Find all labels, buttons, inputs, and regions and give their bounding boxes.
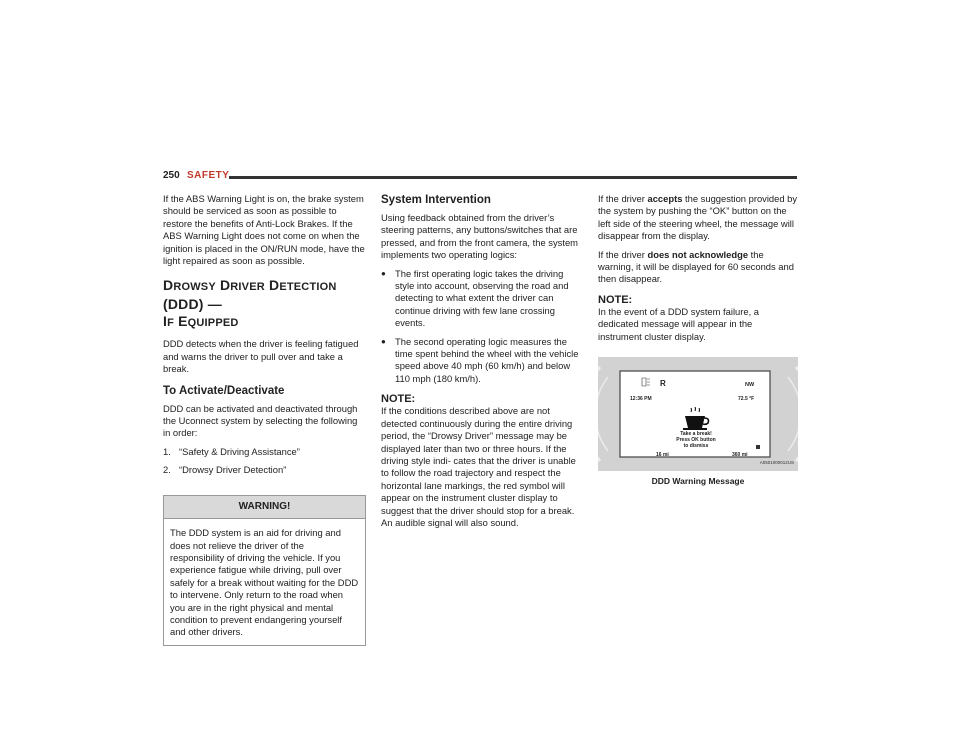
steps-list [163, 446, 366, 477]
note-heading: NOTE: [381, 393, 416, 406]
list-item: ● The second operating logic measures the time spent behind the wheel with the vehicle speed above 40 mph (60 km/h) and below 110 mph (180 km/h). [381, 335, 579, 384]
page-number: 250 [163, 170, 180, 181]
bullet-icon: ● [381, 268, 386, 278]
activate-heading: To Activate/Deactivate [163, 384, 285, 397]
header-rule [229, 176, 797, 179]
cluster-illustration [598, 357, 798, 471]
bullet-icon: ● [381, 336, 386, 346]
column-3 [598, 193, 798, 487]
column-1 [163, 193, 366, 646]
list-item: 1. “Safety & Driving Assistance” [163, 445, 300, 457]
warning-box [163, 495, 366, 646]
note-text: In the event of a DDD system failure, a dedicated message will appear in the instrument cluster display. [598, 305, 760, 342]
section-title: SAFETY [187, 170, 230, 181]
ddd-description: DDD detects when the driver is feeling fatigued and warns the driver to pull over and take a break. [163, 338, 359, 375]
figure-id: A0501000012US [759, 459, 794, 465]
warning-text: The DDD system is an aid for driving and does not relieve the driver of the responsibility of driving the vehicle. If you experience fatigue while driving, pull over safely for a break without waiting for the DDD to intervene. Only return to the road when you are in the right physical and mental condition to prevent endangering yourself and other drivers. [170, 527, 359, 638]
not-acknowledge-paragraph: If the driver does not acknowledge the warning, it will be displayed for 60 seconds and then disappear. [598, 248, 794, 285]
abs-paragraph: If the ABS Warning Light is on, the brake system should be serviced as soon as possible to restore the benefits of Anti-Lock Brakes. If the ABS Warning Light does not come on when the ignition is placed in the ON/RUN mode, have the light repaired as soon as possible. [163, 193, 365, 267]
activate-description: DDD can be activated and deactivated through the Uconnect system by selecting the following in order: [163, 402, 358, 439]
column-2 [381, 193, 584, 535]
ddd-heading: DROWSY DRIVER DETECTION (DDD) — IF EQUIPPED [163, 277, 337, 330]
list-item: ● The first operating logic takes the driving style into account, observing the road and detecting to what extent the driver can continue driving with few lane crossing events. [381, 267, 569, 329]
warning-title: WARNING! [164, 496, 365, 519]
accept-paragraph: If the driver accepts the suggestion provided by the system by pushing the “OK” button on the left side of the steering wheel, the message will disappear from the display. [598, 193, 798, 242]
fuel-icon [756, 445, 760, 449]
page-header [163, 170, 797, 184]
system-intervention-heading: System Intervention [381, 194, 491, 206]
list-item: 2. “Drowsy Driver Detection” [163, 464, 287, 476]
system-intervention-intro: Using feedback obtained from the driver’s steering patterns, any buttons/switches that are pressed, and from the front camera, the system implements two operating logics: [381, 212, 578, 261]
note-heading: NOTE: [598, 293, 633, 306]
ddd-warning-figure: R NW 12:36 PM 72.5 °F Take a break! Press OK button to dismiss 16 mi 360 mi A0501000012US [598, 357, 798, 471]
note-text: If the conditions described above are not detected continuously during the entire driving period, the “Drowsy Driver” message may be displayed later than two or three hours. If the driving style indi- cates that the driver is unable to follow the road trajectory and respect the horizontal lane markings, the red symbol will appear on the instrument cluster display to suggest that the driver should stop for a break. An audible signal will also sound. [381, 405, 576, 528]
figure-caption: DDD Warning Message [651, 476, 745, 487]
